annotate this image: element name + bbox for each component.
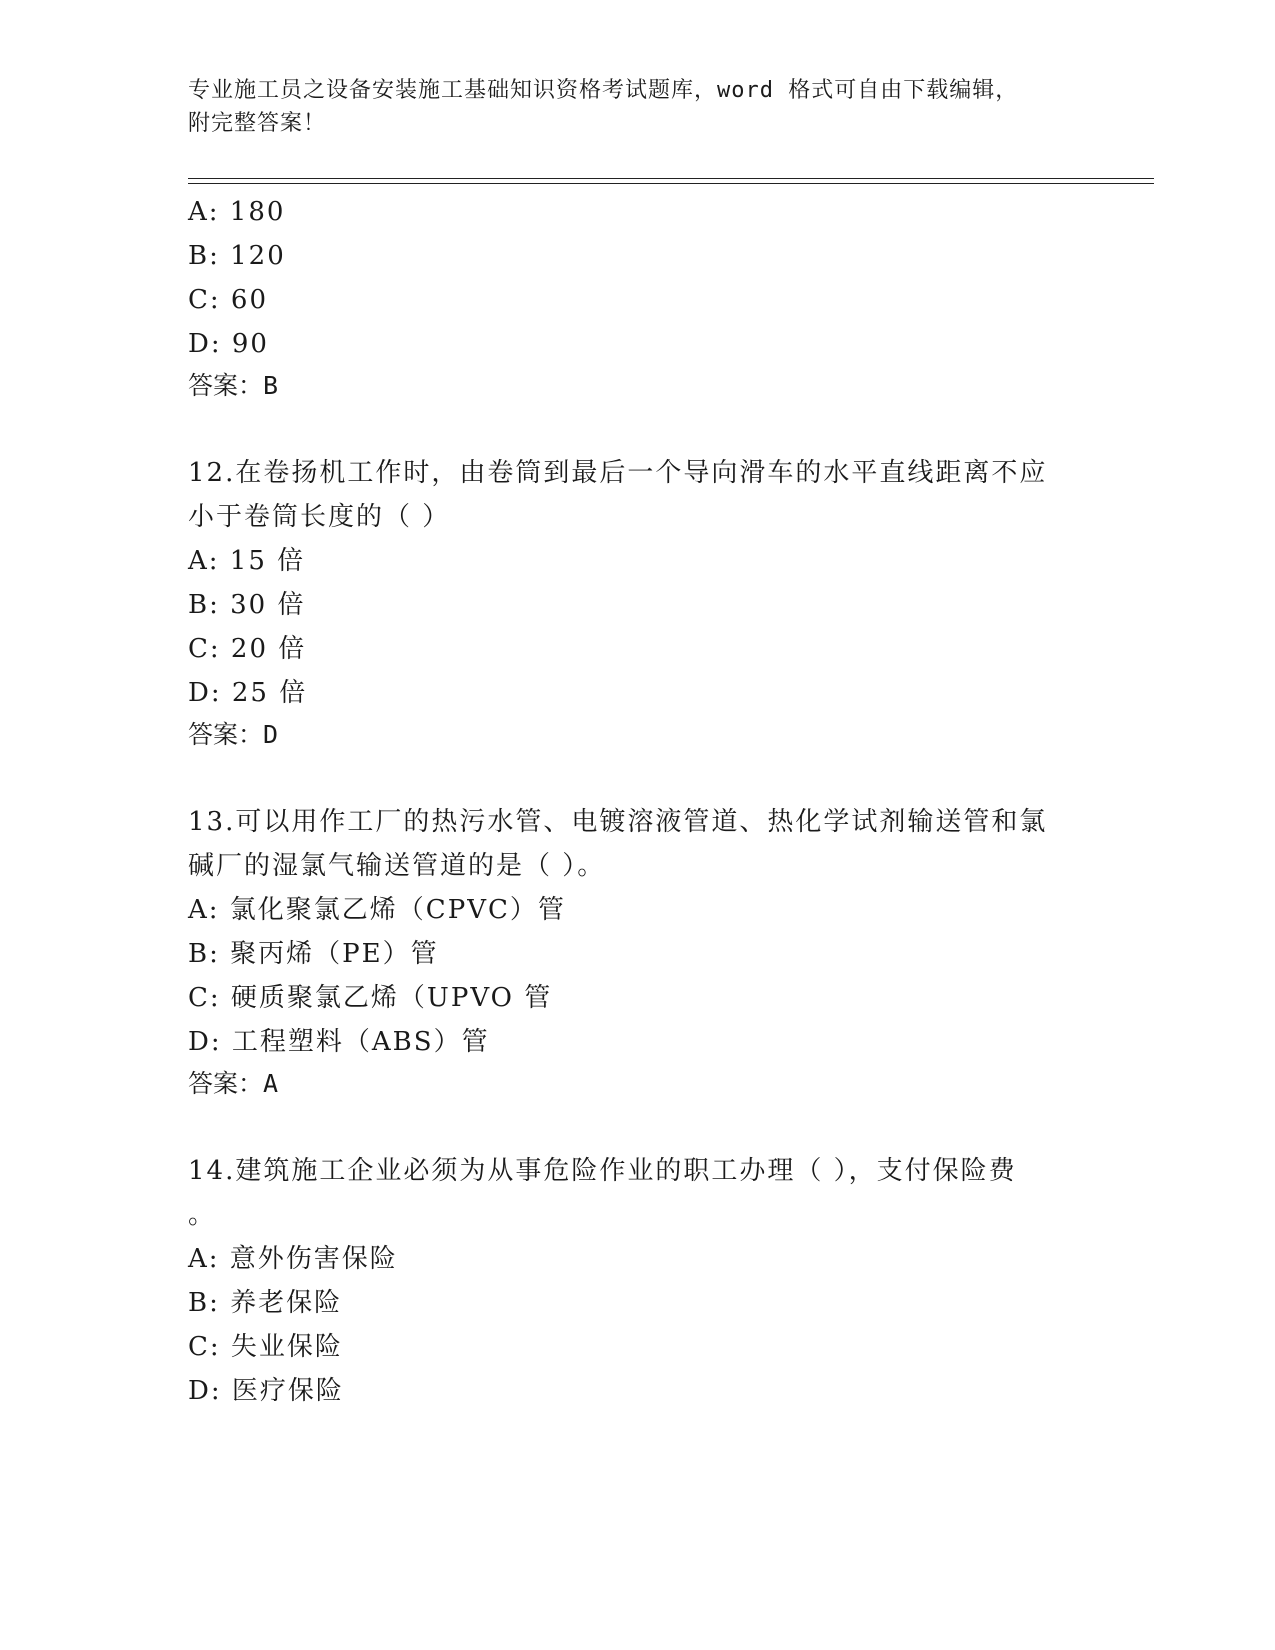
option-a: A: 氯化聚氯乙烯（CPVC）管 [188,895,566,925]
answer-label: 答案：D [188,720,279,749]
option-c: C: 硬质聚氯乙烯（UPVO 管 [188,983,553,1013]
question-stem-line-1: 13.可以用作工厂的热污水管、电镀溶液管道、热化学试剂输送管和氯 [188,807,1048,837]
option-c: C: 20 倍 [188,634,307,664]
option-a: A: 15 倍 [188,546,306,576]
option-b: B: 养老保险 [188,1288,343,1318]
answer-label: 答案：A [188,1069,279,1098]
option-a: A: 意外伤害保险 [188,1244,398,1274]
question-stem-line-2: 碱厂的湿氯气输送管道的是（ ）。 [188,851,606,881]
option-b: B: 聚丙烯（PE）管 [188,939,439,969]
header-divider-top [188,178,1154,179]
answer-label: 答案：B [188,371,279,400]
header-line-2: 附完整答案！ [188,111,327,136]
option-d: D: 医疗保险 [188,1376,344,1406]
question-stem-line-2: 。 [188,1200,217,1230]
option-b: B: 30 倍 [188,590,306,620]
header-divider-bottom [188,183,1154,184]
option-d: D: 90 [188,329,269,359]
option-a: A: 180 [188,197,286,227]
question-stem-line-2: 小于卷筒长度的（ ） [188,502,451,532]
document-header [188,74,1088,140]
question-stem-line-1: 12.在卷扬机工作时，由卷筒到最后一个导向滑车的水平直线距离不应 [188,458,1048,488]
option-c: C: 60 [188,285,269,315]
header-line-1: 专业施工员之设备安装施工基础知识资格考试题库，word 格式可自由下载编辑， [188,78,1019,103]
question-stem-line-1: 14.建筑施工企业必须为从事危险作业的职工办理（ ），支付保险费 [188,1156,1017,1186]
option-d: D: 25 倍 [188,678,308,708]
option-b: B: 120 [188,241,286,271]
option-c: C: 失业保险 [188,1332,343,1362]
option-d: D: 工程塑料（ABS）管 [188,1027,490,1057]
